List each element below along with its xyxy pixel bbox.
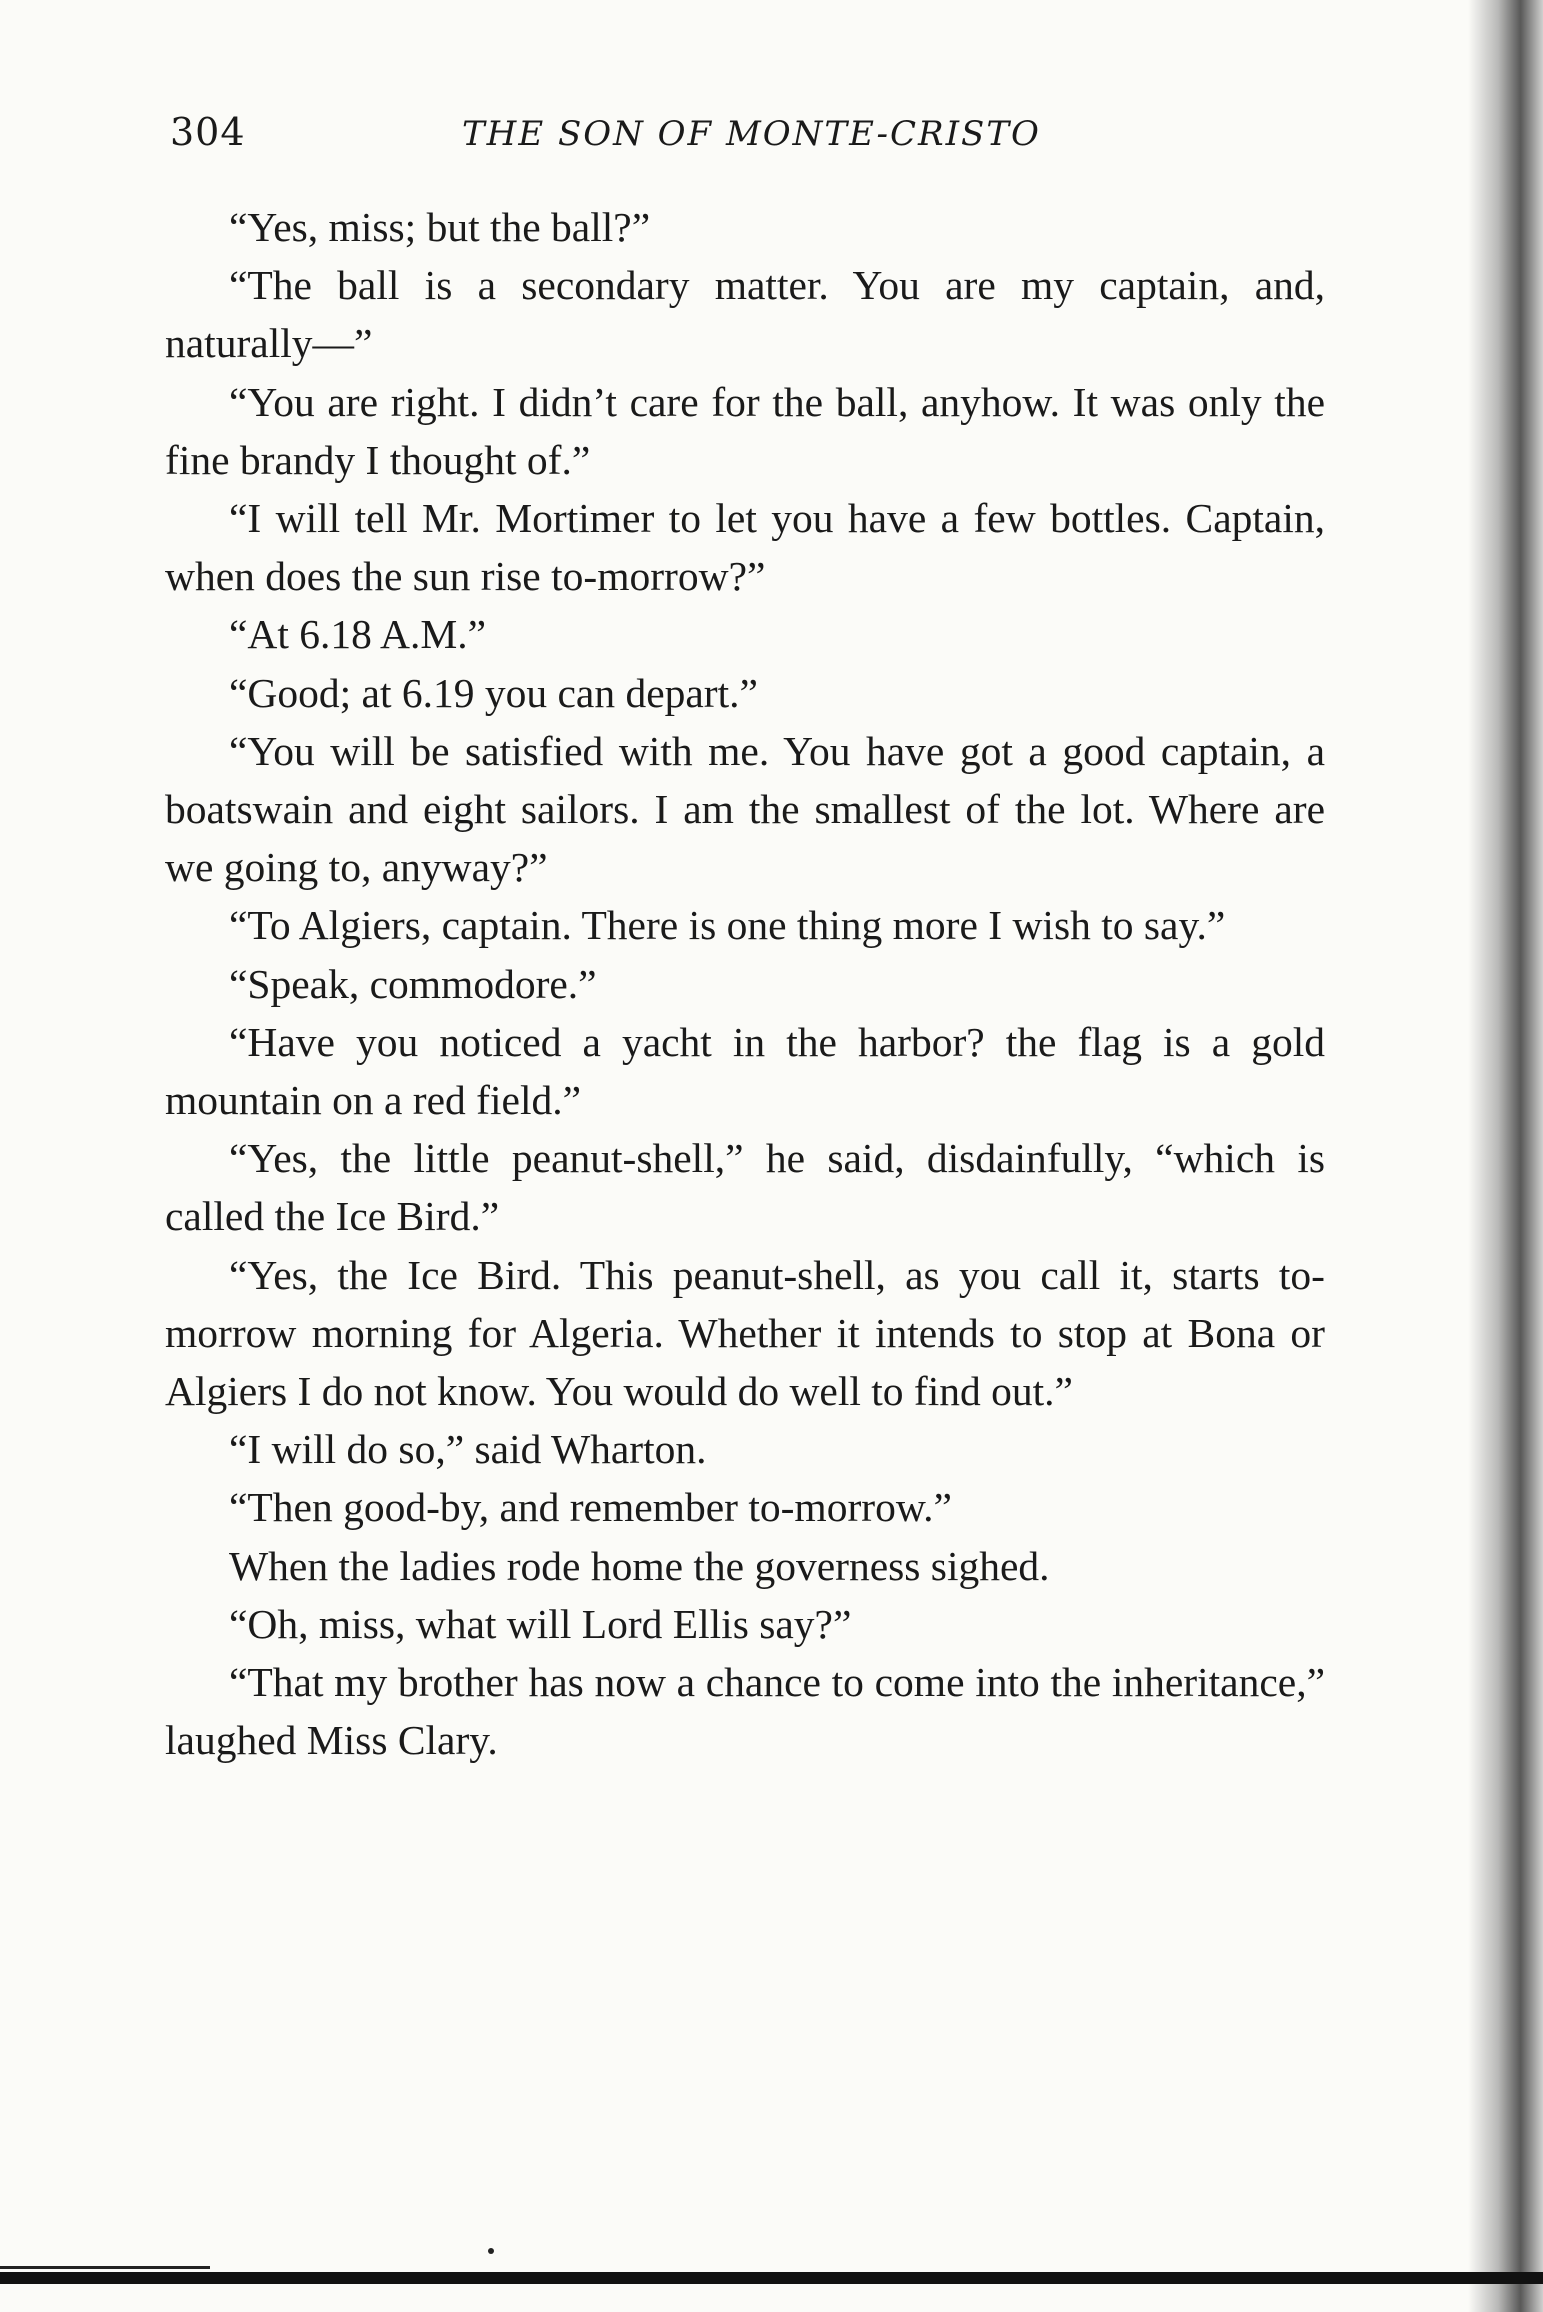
paragraph: “That my brother has now a chance to come into the inheritance,” laughed Miss Clary.: [165, 1659, 1325, 1764]
paragraph: “The ball is a secondary matter. You are my captain, and, naturally—”: [165, 262, 1325, 367]
paragraph: “Oh, miss, what will Lord Ellis say?”: [229, 1600, 852, 1647]
paragraph: “You will be satisfied with me. You have got a good captain, a boatswain and eight sailors. I am the smallest of the lot. Where are we going to, anyway?”: [165, 727, 1325, 891]
paragraph: “Have you noticed a yacht in the harbor? the flag is a gold mountain on a red field.”: [165, 1018, 1325, 1124]
paragraph: “Yes, the Ice Bird. This peanut-shell, as you call it, starts to-morrow morning for Algeria. Whether it intends to stop at Bona or Algiers I do not know. You would do well to find out.”: [165, 1251, 1325, 1415]
paragraph: “At 6.18 A.M.”: [229, 611, 487, 658]
body-text: [165, 198, 1325, 1769]
bottom-rule: [0, 2272, 1543, 2284]
paragraph: “Speak, commodore.”: [229, 960, 597, 1007]
page-number: 304: [170, 110, 246, 154]
paragraph: “I will tell Mr. Mortimer to let you have a few bottles. Captain, when does the sun rise to-morrow?”: [165, 495, 1325, 600]
paragraph: When the ladies rode home the governess sighed.: [229, 1542, 1050, 1589]
ink-speck: [488, 2248, 494, 2254]
paragraph: “Good; at 6.19 you can depart.”: [229, 669, 758, 716]
paragraph: “Yes, miss; but the ball?”: [229, 204, 651, 250]
paragraph: “Yes, the little peanut-shell,” he said, disdainfully, “which is called the Ice Bird.”: [165, 1135, 1325, 1240]
paragraph: “To Algiers, captain. There is one thing more I wish to say.”: [229, 902, 1226, 949]
paragraph: “You are right. I didn’t care for the ball, anyhow. It was only the fine brandy I thought of.”: [165, 378, 1325, 483]
page-header: [170, 110, 1340, 170]
running-title: THE SON OF MONTE-CRISTO: [462, 114, 1041, 154]
paragraph: “Then good-by, and remember to-morrow.”: [229, 1484, 952, 1531]
page-edge-shadow: [1468, 0, 1543, 2312]
paragraph: “I will do so,” said Wharton.: [229, 1426, 707, 1473]
